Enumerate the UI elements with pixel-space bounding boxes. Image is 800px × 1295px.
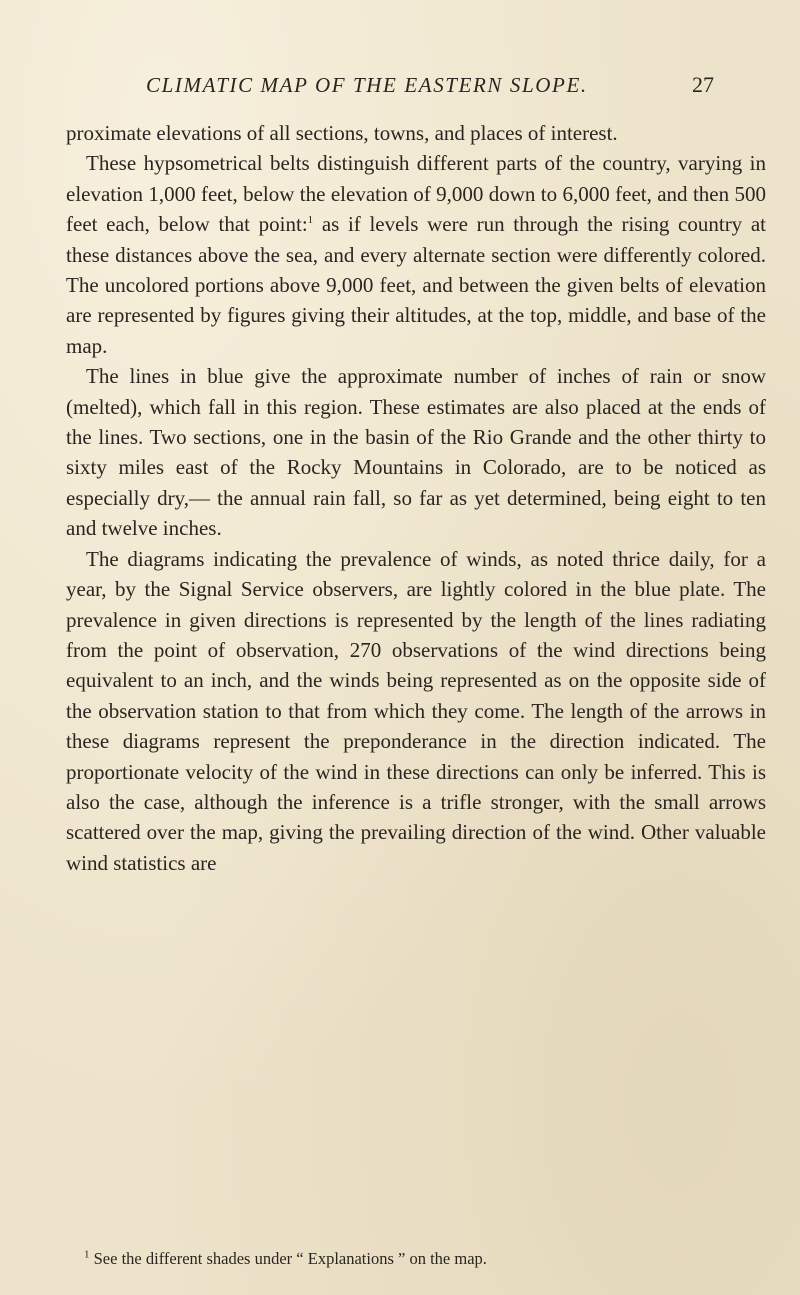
footnote (84, 1248, 764, 1270)
body-text (66, 118, 766, 878)
paragraph (66, 148, 766, 361)
footnote-marker: 1 (84, 1248, 90, 1261)
paragraph: proximate elevations of all sections, towns, and places of interest. (66, 121, 618, 145)
running-header: CLIMATIC MAP OF THE EASTERN SLOPE. (146, 73, 588, 97)
paragraph-text: as if levels were run through the rising country at these distances above the sea, and every alternate section were differently colored. The uncolored portions above 9,000 feet, and between the given belts of elevation are represented by figures giving their altitudes, at the top, middle, and base of the map. (66, 212, 767, 358)
footnote-text: See the different shades under “ Explanations ” on the map. (89, 1249, 487, 1268)
paragraph: The diagrams indicating the prevalence of winds, as noted thrice daily, for a year, by the Signal Service observers, are lightly colored in the blue plate. The prevalence in given directions is represented by the length of the lines radiating from the point of observation, 270 observations of the wind directions being equivalent to an inch, and the winds being represented as on the opposite side of the observation station to that from which they come. The length of the arrows in these diagrams represent the preponderance in the direction indicated. The proportionate velocity of the wind in these directions can only be inferred. This is also the case, although the inference is a trifle stronger, with the small arrows scattered over the map, giving the prevailing direction of the wind. Other valuable wind statistics are (66, 546, 766, 875)
footnote-reference: 1 (307, 214, 314, 227)
paragraph: The lines in blue give the approximate number of inches of rain or snow (melted), which fall in this region. These estimates are also placed at the ends of the lines. Two sections, one in the basin of the Rio Grande and the other thirty to sixty miles east of the Rocky Mountains in Colorado, are to be noticed as especially dry,— the annual rain fall, so far as yet determined, being eight to ten and twelve inches. (66, 364, 766, 541)
paragraph-text: These hypsometrical belts distinguish different parts of the country, varying in elevation 1,000 feet, below the elevation of 9,000 down to 6,000 feet, and then 500 feet each, below that point: (66, 151, 766, 237)
page-number: 27 (692, 72, 714, 97)
